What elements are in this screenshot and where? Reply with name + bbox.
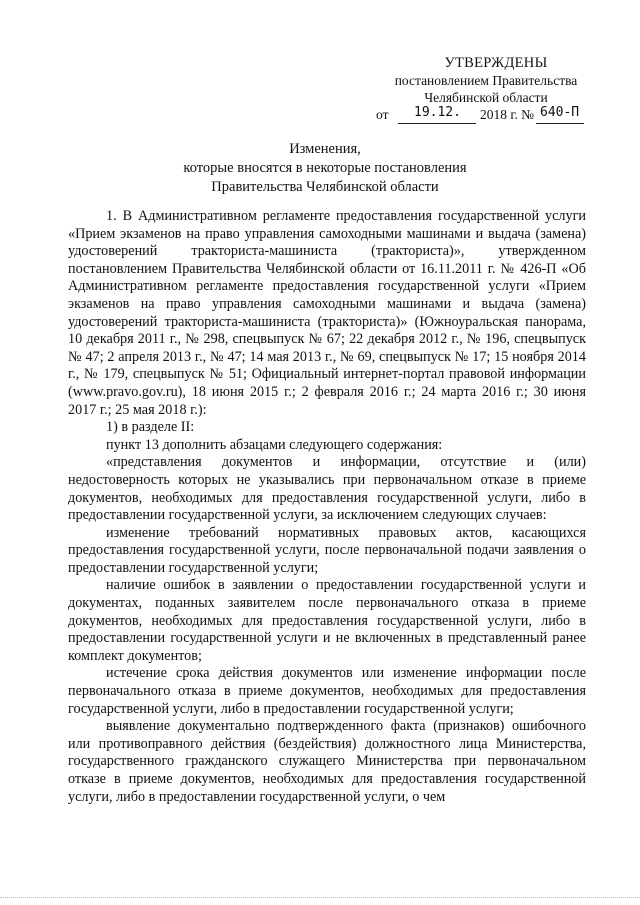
paragraph-1: 1. В Административном регламенте предоставления государственной услуги «Прием экзаменов на право управления самоходными машинами и выдача (замена) удостоверений тракториста-машиниста (тракториста)», утвержденном постановлением Правительства Челябинской области от 16.11.2011 г. № 426-П «Об Административном регламенте предоставления государственной услуги «Прием экзаменов на право управления самоходными машинами и выдача (замена) удостоверений тракториста-машиниста (тракториста)» (Южноуральская панорама, 10 декабря 2011 г., № 298, спецвыпуск № 67; 22 декабря 2012 г., № 196, спецвыпуск № 47; 2 апреля 2013 г., № 47; 14 мая 2013 г., № 69, спецвыпуск № 17; 15 ноября 2014 г., № 179, спецвыпуск № 51; Официальный интернет-портал правовой информации (www.pravo.gov.ru), 18 июня 2015 г.; 2 февраля 2016 г.; 24 марта 2016 г.; 30 июня 2017 г.; 25 мая 2018 г.): — [68, 208, 586, 418]
paragraph-2: 1) в разделе II: — [106, 419, 195, 436]
paragraph-6: наличие ошибок в заявлении о предоставлении государственной услуги и документах, поданных заявителем после первоначального отказа в приеме документов, необходимых для предоставления государственной услуги, либо в предоставлении государственной услуги и не включенных в представленный ранее комплект документов; — [68, 577, 586, 664]
number-underline — [536, 123, 584, 124]
approval-number-line — [376, 106, 596, 124]
approval-date-value: 19.12. — [414, 105, 461, 120]
approval-title: УТВЕРЖДЕНЫ — [444, 55, 548, 71]
heading-line-3: Правительства Челябинской области — [211, 179, 439, 195]
paragraph-4: «представления документов и информации, отсутствие и (или) недостоверность которых не указывались при первоначальном отказе в приеме документов, необходимых для предоставления государственной услуги, либо в предоставлении государственной услуги, за исключением следующих случаев: — [68, 454, 586, 524]
approval-line-1: постановлением Правительства — [394, 73, 578, 88]
date-underline — [398, 123, 476, 124]
paragraph-5: изменение требований нормативных правовых актов, касающихся предоставления государственной услуги, после первоначальной подачи заявления о предоставлении государственной услуги; — [68, 524, 586, 576]
document-heading — [100, 140, 550, 197]
paragraph-7: истечение срока действия документов или изменение информации после первоначального отказа в приеме документов, необходимых для предоставления государственной услуги, либо в предоставлении государственной услуги; — [68, 665, 586, 717]
approval-stamp — [376, 55, 596, 124]
approval-line-2: Челябинской области — [424, 90, 548, 105]
paragraph-8: выявление документально подтвержденного факта (признаков) ошибочного или противоправного действия (бездействия) должностного лица Министерства, государственного гражданского служащего Министерства при первоначальном отказе в приеме документов, необходимых для предоставления государственной услуги, либо в предоставлении государственной услуги, о чем — [68, 718, 586, 805]
paragraph-3: пункт 13 дополнить абзацами следующего содержания: — [106, 436, 443, 453]
page-bottom-edge — [0, 897, 640, 898]
document-body — [68, 208, 586, 806]
heading-line-2: которые вносятся в некоторые постановления — [183, 160, 467, 176]
heading-line-1: Изменения, — [289, 141, 361, 157]
approval-year-text: 2018 г. № — [480, 107, 535, 122]
approval-from-label: от — [376, 107, 389, 122]
approval-number-value: 640-П — [540, 105, 580, 120]
